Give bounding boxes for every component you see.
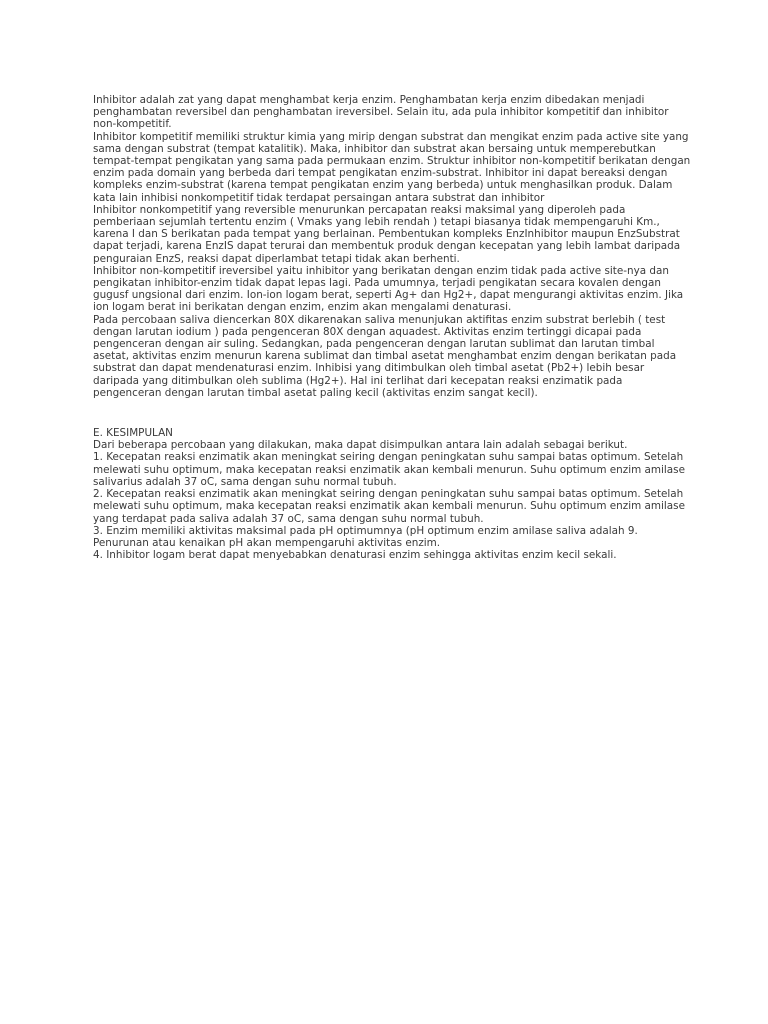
text-line: pemberiaan sejumlah tertentu enzim ( Vmaks yang lebih rendah ) tetapi biasanya tidak mempengaruhi Km., (93, 216, 660, 229)
text-line: dapat terjadi, karena EnzIS dapat terurai dan membentuk produk dengan kecepatan yang lebih lambat daripada (93, 240, 681, 253)
text-line: pengenceran dengan air suling. Sedangkan, pada pengenceran dengan larutan sublimat dan larutan timbal (93, 338, 655, 351)
text-line: Inhibitor nonkompetitif yang reversible menurunkan percapatan reaksi maksimal yang diperoleh pada (93, 203, 626, 216)
document-page (93, 94, 693, 561)
text-line: 2. Kecepatan reaksi enzimatik akan meningkat seiring dengan peningkatan suhu sampai batas optimum. Setelah (93, 488, 684, 501)
text-line: 1. Kecepatan reaksi enzimatik akan meningkat seiring dengan peningkatan suhu sampai batas optimum. Setelah (93, 451, 684, 464)
text-line: salivarius adalah 37 oC, sama dengan suhu normal tubuh. (93, 475, 397, 488)
text-line: ion logam berat ini berikatan dengan enzim, enzim akan mengalami denaturasi. (93, 301, 512, 314)
text-line: non-kompetitif. (93, 118, 172, 131)
conclusion-section (93, 427, 693, 561)
text-line: 4. Inhibitor logam berat dapat menyebabkan denaturasi enzim sehingga aktivitas enzim kecil sekali. (93, 549, 617, 562)
text-line: pengenceran dengan larutan timbal asetat paling kecil (aktivitas enzim sangat kecil). (93, 386, 538, 399)
text-line: penghambatan reversibel dan penghambatan ireversibel. Selain itu, ada pula inhibitor kompetitif dan inhibitor (93, 106, 669, 119)
text-line: melewati suhu optimum, maka kecepatan reaksi enzimatik akan kembali menurun. Suhu optimum enzim amilase (93, 463, 685, 476)
text-line: daripada yang ditimbulkan oleh sublima (Hg2+). Hal ini terlihat dari kecepatan reaksi enzimatik pada (93, 374, 623, 387)
text-line: tempat-tempat pengikatan yang sama pada permukaan enzim. Struktur inhibitor non-kompetitif berikatan dengan (93, 155, 691, 168)
text-line: 3. Enzim memiliki aktivitas maksimal pada pH optimumnya (pH optimum enzim amilase saliva adalah 9. (93, 524, 638, 537)
text-line: yang terdapat pada saliva adalah 37 oC, sama dengan suhu normal tubuh. (93, 512, 484, 525)
section-spacer (93, 399, 693, 427)
text-line: Inhibitor non-kompetitif ireversibel yaitu inhibitor yang berikatan dengan enzim tidak pada active site-nya dan (93, 264, 669, 277)
conclusion-heading: E. KESIMPULAN (93, 427, 173, 440)
text-line: Dari beberapa percobaan yang dilakukan, maka dapat disimpulkan antara lain adalah sebagai berikut. (93, 439, 628, 452)
text-line: kompleks enzim-substrat (karena tempat pengikatan enzim yang berbeda) untuk menghasilkan produk. Dalam (93, 179, 673, 192)
text-line: pengikatan inhibitor-enzim tidak dapat lepas lagi. Pada umumnya, terjadi pengikatan secara kovalen dengan (93, 277, 661, 290)
text-line: enzim pada domain yang berbeda dari tempat pengikatan enzim-substrat. Inhibitor ini dapat bereaksi dengan (93, 167, 668, 180)
text-line: karena I dan S berikatan pada tempat yang berlainan. Pembentukan kompleks EnzInhibitor maupun EnzSubstrat (93, 228, 680, 241)
text-line: melewati suhu optimum, maka kecepatan reaksi enzimatik akan kembali menurun. Suhu optimum enzim amilase (93, 500, 685, 513)
text-line: sama dengan substrat (tempat katalitik). Maka, inhibitor dan substrat akan bersaing untuk memperebutkan (93, 142, 656, 155)
text-line: substrat dan dapat mendenaturasi enzim. Inhibisi yang ditimbulkan oleh timbal asetat (Pb2+) lebih besar (93, 362, 645, 375)
text-line: kata lain inhibisi nonkompetitif tidak terdapat persaingan antara substrat dan inhibitor (93, 191, 545, 204)
text-line: Inhibitor kompetitif memiliki struktur kimia yang mirip dengan substrat dan mengikat enzim pada active site yang (93, 130, 689, 143)
text-line: penguraian EnzS, reaksi dapat diperlambat tetapi tidak akan berhenti. (93, 252, 460, 265)
text-line: gugusf ungsional dari enzim. Ion-ion logam berat, seperti Ag+ dan Hg2+, dapat mengurangi aktivitas enzim. Jika (93, 289, 684, 302)
text-line: dengan larutan iodium ) pada pengenceran 80X dengan aquadest. Aktivitas enzim tertinggi dicapai pada (93, 325, 642, 338)
text-line: asetat, aktivitas enzim menurun karena sublimat dan timbal asetat menghambat enzim dengan berikatan pada (93, 350, 677, 363)
discussion-text (93, 94, 693, 399)
text-line: Inhibitor adalah zat yang dapat menghambat kerja enzim. Penghambatan kerja enzim dibedakan menjadi (93, 94, 645, 106)
text-line: Pada percobaan saliva diencerkan 80X dikarenakan saliva menunjukan aktifitas enzim substrat berlebih ( test (93, 313, 666, 326)
text-line: Penurunan atau kenaikan pH akan mempengaruhi aktivitas enzim. (93, 536, 441, 549)
